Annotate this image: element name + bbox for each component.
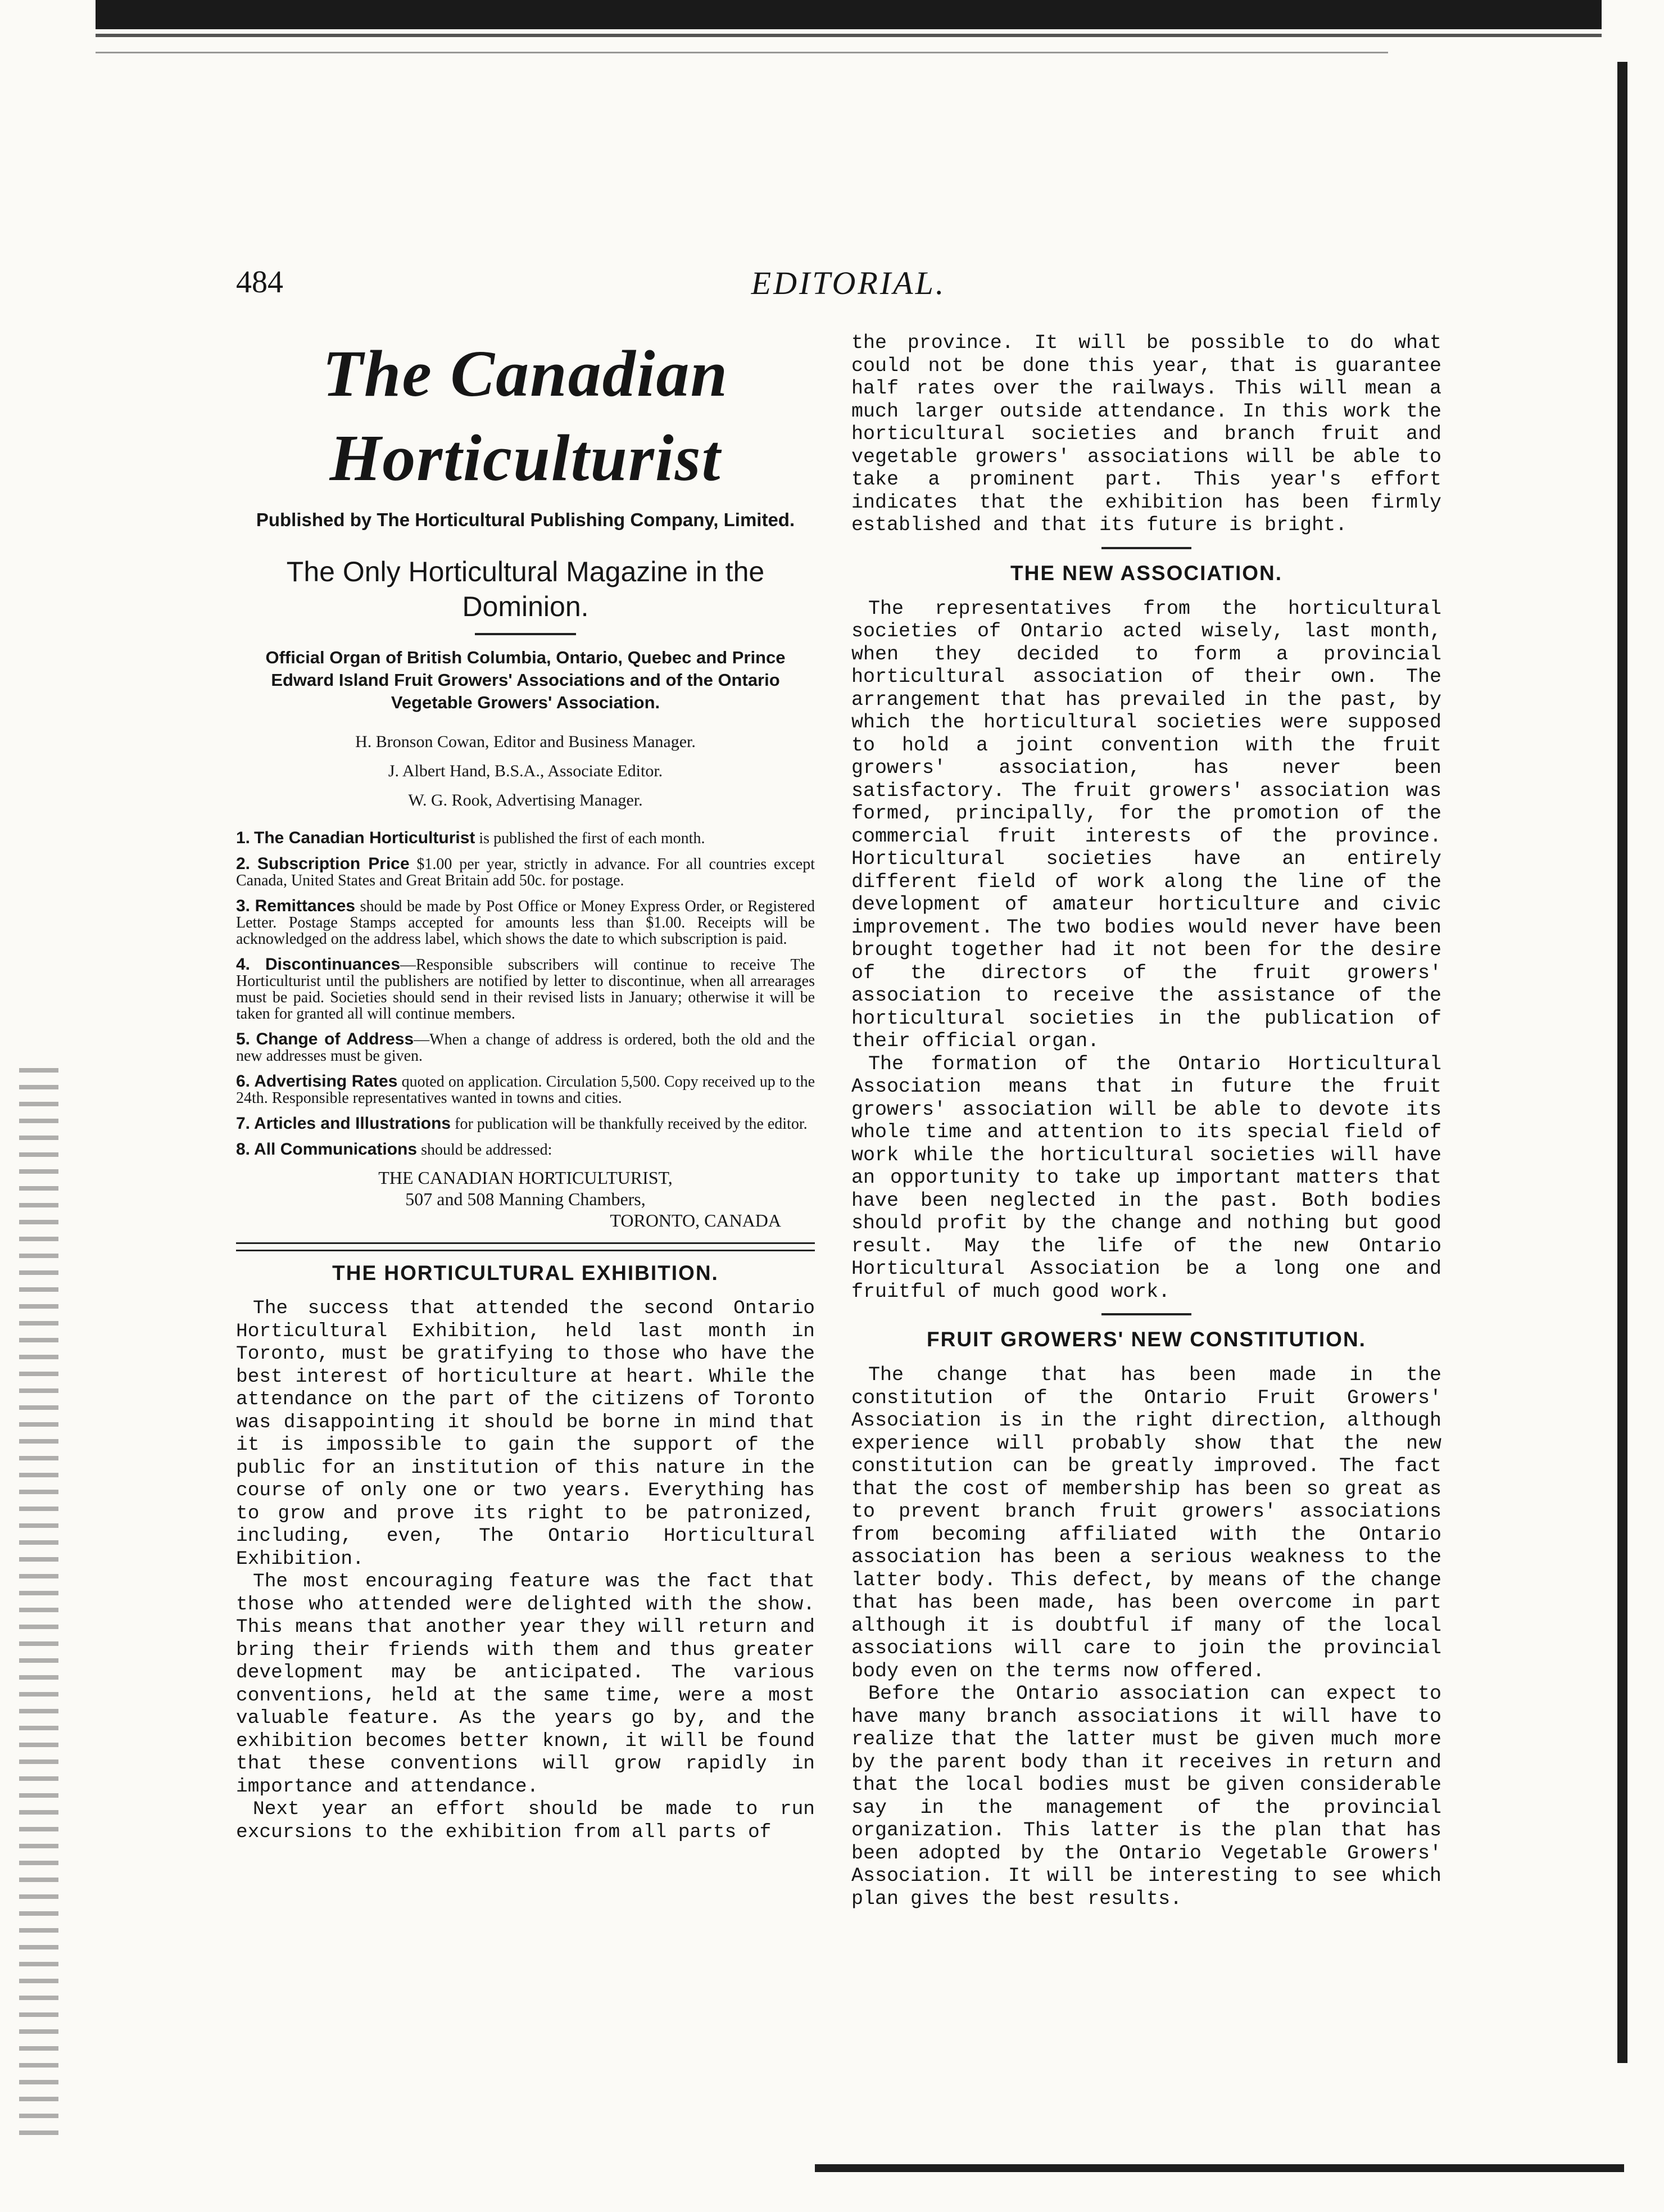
term-item <box>236 1031 815 1064</box>
article-paragraph: The formation of the Ontario Horticultural Association means that in future the fruit growers' association will be able to devote its whole time and attention to its special field of work while the horticultural societies will have an opportunity to take up important matters that have been neglected in the past. Both bodies should profit by the change and nothing but good result. May the life of the new Ontario Horticultural Association be a long one and fruitful of much good work. <box>851 1052 1441 1303</box>
staff-advertising-manager: W. G. Rook, Advertising Manager. <box>408 791 643 809</box>
article-paragraph: The representatives from the horticultural societies of Ontario acted wisely, last month, when they decided to form a provincial horticultural association of their own. The arrangement that has prevailed in the past, by which the horticultural societies were supposed to hold a joint convention with the fruit growers' association, has never been satisfactory. The fruit growers' association was formed, principally, for the promotion of the commercial fruit interests of the province. Horticultural societies have an entirely different field of work along the line of the development of amateur horticulture and civic improvement. The two bodies would never have been brought together had it not been for the desire of the directors of the fruit growers' association to receive the assistance of the horticultural societies in the publication of their official organ. <box>851 597 1441 1052</box>
term-label: Articles and Illustrations <box>254 1114 451 1133</box>
term-number: 5. <box>236 1030 251 1048</box>
term-number: 8. <box>236 1140 251 1159</box>
scan-border-right <box>1617 62 1627 2063</box>
article-paragraph: Before the Ontario association can expect to have many branch associations it will have to realize that the latter must be given much more by the parent body than it receives in return and that the local bodies must be given considerable say in the management of the provincial organization. This latter is the plan that has been adopted by the Ontario Vegetable Growers' Association. It will be interesting to see which plan gives the best results. <box>851 1682 1441 1910</box>
term-number: 6. <box>236 1072 251 1091</box>
term-text: —Responsible subscribers will continue to receive The Horticulturist until the publishers are notified by letter to discontinue, when all arrearages must be paid. Societies should send in their revised lists in January; otherwise it will be taken for granted all will continue members. <box>236 956 815 1023</box>
exhibition-article <box>236 1297 815 1844</box>
term-item <box>236 1073 815 1106</box>
article-paragraph: The success that attended the second Ontario Horticultural Exhibition, held last month in Toronto, must be gratifying to those who have the best interest of horticulture at heart. While the attendance on the part of the citizens of Toronto was disappointing it should be borne in mind that it is impossible to gain the support of the public for an institution of this nature in the course of only one or two years. Everything has to grow and prove its right to be patronized, including, even, The Ontario Horticultural Exhibition. <box>236 1297 815 1570</box>
section-divider <box>236 1242 815 1251</box>
tagline: The Only Horticultural Magazine in the Dominion. <box>286 556 765 622</box>
page-header <box>236 264 1461 309</box>
address-street: 507 and 508 Manning Chambers, <box>405 1189 646 1209</box>
term-text: for publication will be thankfully received by the editor. <box>451 1115 808 1133</box>
term-number: 3. <box>236 897 251 915</box>
new-association-article <box>851 598 1441 1304</box>
term-label: Advertising Rates <box>254 1072 398 1091</box>
exhibition-title: THE HORTICULTURAL EXHIBITION. <box>332 1261 719 1284</box>
term-number: 1. <box>236 829 251 847</box>
scan-border-top-thin-line <box>96 52 1388 53</box>
term-label: Subscription Price <box>257 854 410 873</box>
term-item <box>236 830 815 847</box>
scan-border-bottom <box>815 2164 1624 2172</box>
constitution-article <box>851 1364 1441 1910</box>
article-paragraph: the province. It will be possible to do what could not be done this year, that is guarantee half rates over the railways. This will mean a much larger outside attendance. In this work the horticultural societies and branch fruit and vegetable growers' associations will be able to take a prominent part. This year's effort indicates that the exhibition has been firmly established and that its future is bright. <box>851 332 1441 536</box>
address-name: THE CANADIAN HORTICULTURIST, <box>378 1168 673 1188</box>
staff-editor: H. Bronson Cowan, Editor and Business Manager. <box>355 732 696 751</box>
address-city: TORONTO, CANADA <box>610 1210 781 1231</box>
staff-associate-editor: J. Albert Hand, B.S.A., Associate Editor. <box>388 762 663 780</box>
term-item <box>236 898 815 947</box>
term-number: 4. <box>236 955 251 974</box>
article-paragraph: Next year an effort should be made to run excursions to the exhibition from all parts of <box>236 1798 815 1843</box>
term-item <box>236 1141 815 1158</box>
official-organ: Official Organ of British Columbia, Ontario, Quebec and Prince Edward Island Fruit Growers' Associations and of the Ontario Vegetable Growers' Association. <box>265 648 786 712</box>
scan-border-top-line <box>96 34 1602 37</box>
term-text: should be made by Post Office or Money Express Order, or Registered Letter. Postage Stamps accepted for amounts less than $1.00. Receipts will be acknowledged on the address label, which shows the date to which subscription is paid. <box>236 898 815 948</box>
term-item <box>236 1115 815 1132</box>
publication-terms <box>236 830 815 1158</box>
left-column <box>236 332 815 1844</box>
article-paragraph: The most encouraging feature was the fact that those who attended were delighted with the show. This means that another year they will return and bring their friends with them and thus greater development may be anticipated. The various conventions, held at the same time, were a most valuable feature. As the years go by, and the exhibition becomes better known, it will be found that these conventions will grow rapidly in importance and attendance. <box>236 1571 815 1798</box>
term-label: Remittances <box>255 897 356 915</box>
term-text: is published the first of each month. <box>475 830 705 847</box>
article-paragraph: The change that has been made in the constitution of the Ontario Fruit Growers' Association is in the right direction, although experience will probably show that the new constitution can be greatly improved. The fact that the cost of membership has been so great as to prevent branch fruit growers' associations from becoming affiliated with the Ontario association has been a serious weakness to the latter body. This defect, by means of the change that has been made, has been overcome in part although it is doubtful if many of the local associations will care to join the provincial body even on the terms now offered. <box>851 1364 1441 1682</box>
term-label: All Communications <box>254 1140 418 1159</box>
term-label: Discontinuances <box>265 955 401 974</box>
term-item <box>236 856 815 889</box>
scan-border-top <box>96 0 1602 29</box>
right-column <box>851 332 1441 1910</box>
term-label: The Canadian Horticulturist <box>254 829 475 847</box>
mailing-address <box>236 1167 815 1231</box>
term-number: 7. <box>236 1114 251 1133</box>
rule <box>475 633 576 635</box>
running-title: EDITORIAL. <box>751 265 946 301</box>
term-text: should be addressed: <box>417 1141 552 1159</box>
term-text: $1.00 per year, strictly in advance. For all countries except Canada, United States and Great Britain add 50c. for postage. <box>236 856 815 889</box>
term-label: Change of Address <box>256 1030 414 1048</box>
rule <box>1101 547 1191 549</box>
rule <box>1101 1313 1191 1315</box>
term-number: 2. <box>236 854 251 873</box>
new-association-title: THE NEW ASSOCIATION. <box>1010 561 1282 585</box>
page-number: 484 <box>236 265 283 300</box>
exhibition-article-continued <box>851 332 1441 537</box>
term-item <box>236 956 815 1022</box>
term-text: quoted on application. Circulation 5,500. Copy received up to the 24th. Responsible representatives wanted in towns and cities. <box>236 1073 815 1107</box>
publisher-line: Published by The Horticultural Publishing Company, Limited. <box>256 509 795 530</box>
scan-border-left <box>19 1068 58 2136</box>
term-text: —When a change of address is ordered, both the old and the new addresses must be given. <box>236 1031 815 1065</box>
masthead-title: The Canadian Horticulturist <box>322 337 729 495</box>
constitution-title: FRUIT GROWERS' NEW CONSTITUTION. <box>927 1328 1366 1351</box>
